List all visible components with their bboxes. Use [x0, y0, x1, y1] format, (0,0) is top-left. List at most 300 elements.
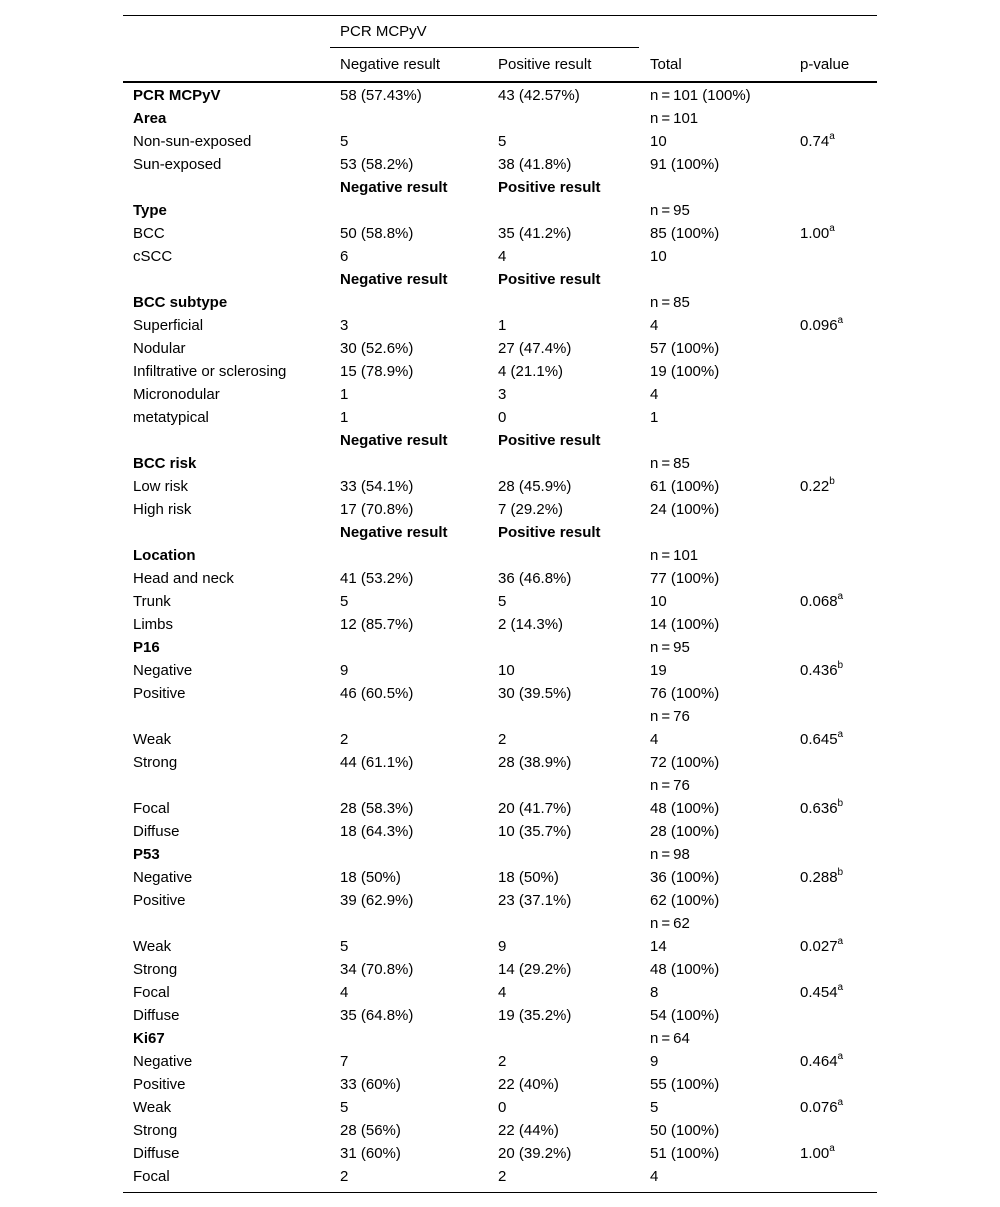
row-label [133, 659, 192, 682]
cell-positive-text: 30 (39.5%) [498, 685, 572, 702]
cell-negative-text: 12 (85.7%) [340, 616, 414, 633]
row-label [133, 728, 171, 751]
cell-negative-text: 35 (64.8%) [340, 1007, 414, 1024]
group-header-pcr-mcpyv: PCR MCPyV [340, 23, 427, 40]
cell-total-text: 9 [650, 1053, 659, 1070]
row-label-text: P16 [133, 639, 160, 656]
cell-total [650, 107, 698, 130]
cell-total [650, 1027, 690, 1050]
cell-total [650, 383, 658, 406]
cell-p-value-text: 0.74 [800, 133, 830, 150]
cell-negative-text: 5 [340, 938, 349, 955]
cell-p-value [800, 981, 843, 1004]
row-label [133, 866, 192, 889]
cell-positive [498, 1142, 571, 1165]
cell-total-text: n = 101 [650, 547, 699, 564]
cell-positive [498, 1096, 506, 1119]
cell-total [650, 222, 719, 245]
row-label [133, 107, 166, 130]
table-subheader-row [123, 429, 877, 452]
cell-total [650, 912, 690, 935]
cell-total-text: 51 (100%) [650, 1145, 720, 1162]
cell-negative [340, 751, 413, 774]
cell-positive-text: 10 [498, 662, 515, 679]
cell-total-text: n = 76 [650, 708, 690, 725]
cell-positive-text: 18 (50%) [498, 869, 559, 886]
cell-total [650, 820, 719, 843]
table-row [123, 912, 877, 935]
row-label [133, 820, 179, 843]
cell-negative [340, 153, 413, 176]
cell-total [650, 866, 719, 889]
cell-total [650, 682, 719, 705]
cell-p-value-text: 0.636 [800, 800, 838, 817]
row-label-text: cSCC [133, 248, 173, 265]
row-label-text: Sun-exposed [133, 156, 222, 173]
table-row [123, 567, 877, 590]
cell-negative-text: 44 (61.1%) [340, 754, 414, 771]
row-label [133, 613, 173, 636]
row-label-text: Focal [133, 800, 170, 817]
cell-total [650, 199, 690, 222]
row-label [133, 245, 172, 268]
cell-p-value [800, 475, 835, 498]
cell-negative [340, 866, 401, 889]
row-label-text: Focal [133, 984, 170, 1001]
cell-total [650, 1073, 719, 1096]
cell-negative-text: 4 [340, 984, 349, 1001]
cell-total [650, 1119, 719, 1142]
table-row [123, 1119, 877, 1142]
cell-positive [498, 820, 571, 843]
row-label [133, 337, 186, 360]
row-label-text: Positive [133, 892, 186, 909]
cell-negative [340, 1165, 348, 1188]
row-label-text: Non-sun-exposed [133, 133, 252, 150]
cell-positive [498, 590, 506, 613]
cell-total [650, 337, 719, 360]
row-label-text: BCC [133, 225, 165, 242]
p-value-footnote-marker: a [829, 131, 835, 142]
cell-p-value-text: 0.464 [800, 1053, 838, 1070]
cell-negative-text: Negative result [340, 524, 448, 541]
cell-negative-text: 46 (60.5%) [340, 685, 414, 702]
p-value-footnote-marker: a [837, 729, 844, 740]
cell-total-text: 10 [650, 133, 667, 150]
cell-negative-text: Negative result [340, 432, 448, 449]
table-section-row [123, 291, 877, 314]
cell-total [650, 475, 719, 498]
cell-total-text: 28 (100%) [650, 823, 720, 840]
cell-negative-text: 2 [340, 1168, 349, 1185]
p-value-footnote-marker: b [837, 867, 844, 878]
table-row [123, 889, 877, 912]
cell-positive-text: 3 [498, 386, 507, 403]
row-label [133, 1073, 186, 1096]
cell-total-text: n = 85 [650, 455, 690, 472]
header-negative-result: Negative result [340, 56, 441, 73]
cell-total [650, 153, 719, 176]
cell-negative-text: 28 (56%) [340, 1122, 401, 1139]
cell-negative-text: Negative result [340, 271, 448, 288]
p-value-footnote-marker: b [837, 798, 844, 809]
table-section-row [123, 843, 877, 866]
row-label [133, 981, 170, 1004]
cell-positive-text: 35 (41.2%) [498, 225, 572, 242]
p-value-footnote-marker: a [829, 1143, 835, 1154]
table-row [123, 1142, 877, 1165]
cell-positive-text: 38 (41.8%) [498, 156, 572, 173]
header-total: Total [650, 56, 682, 73]
cell-negative [340, 521, 448, 544]
cell-negative-text: 7 [340, 1053, 349, 1070]
row-label [133, 406, 209, 429]
cell-positive [498, 268, 601, 291]
row-label [133, 475, 188, 498]
cell-total [650, 360, 719, 383]
cell-negative [340, 475, 413, 498]
cell-total [650, 705, 690, 728]
cell-total [650, 130, 667, 153]
cell-total [650, 406, 658, 429]
cell-total-text: 36 (100%) [650, 869, 720, 886]
row-label-text: Positive [133, 1076, 186, 1093]
row-label [133, 682, 186, 705]
table-row [123, 797, 877, 820]
cell-total [650, 889, 719, 912]
cell-positive-text: 22 (40%) [498, 1076, 559, 1093]
cell-p-value-text: 0.076 [800, 1099, 838, 1116]
cell-total [650, 1142, 719, 1165]
cell-p-value [800, 1096, 843, 1119]
cell-negative [340, 935, 348, 958]
cell-total-text: n = 101 [650, 110, 699, 127]
cell-total-text: 85 (100%) [650, 225, 720, 242]
row-label-text: Negative [133, 869, 193, 886]
row-label [133, 1096, 171, 1119]
cell-positive-text: 28 (38.9%) [498, 754, 572, 771]
table-row [123, 314, 877, 337]
cell-positive [498, 1073, 559, 1096]
table-section-row [123, 452, 877, 475]
cell-total-text: 19 (100%) [650, 363, 720, 380]
cell-negative [340, 659, 348, 682]
cell-positive [498, 981, 506, 1004]
cell-positive-text: 5 [498, 593, 507, 610]
cell-total-text: n = 101 (100%) [650, 87, 751, 104]
cell-p-value-text: 0.22 [800, 478, 830, 495]
cell-negative-text: 39 (62.9%) [340, 892, 414, 909]
table-row [123, 935, 877, 958]
cell-positive-text: 20 (39.2%) [498, 1145, 572, 1162]
p-value-footnote-marker: b [837, 660, 844, 671]
cell-negative [340, 314, 348, 337]
table-row [123, 820, 877, 843]
cell-positive [498, 176, 601, 199]
cell-total-text: n = 95 [650, 639, 690, 656]
cell-positive-text: 4 [498, 984, 507, 1001]
cell-total [650, 1050, 658, 1073]
row-label [133, 751, 177, 774]
cell-total [650, 567, 719, 590]
cell-total-text: 57 (100%) [650, 340, 720, 357]
cell-p-value [800, 314, 843, 337]
cell-negative-text: 34 (70.8%) [340, 961, 414, 978]
cell-total [650, 958, 719, 981]
cell-positive [498, 383, 506, 406]
row-label [133, 360, 286, 383]
cell-total-text: 62 (100%) [650, 892, 720, 909]
table-subheader-row [123, 521, 877, 544]
cell-total-text: 77 (100%) [650, 570, 720, 587]
row-label [133, 498, 191, 521]
cell-negative [340, 797, 413, 820]
cell-negative [340, 130, 348, 153]
cell-negative [340, 406, 348, 429]
table-section-row [123, 636, 877, 659]
cell-total-text: 4 [650, 731, 659, 748]
cell-total-text: 10 [650, 593, 667, 610]
table-section-row [123, 107, 877, 130]
cell-total [650, 544, 698, 567]
p-value-footnote-marker: a [837, 315, 844, 326]
cell-positive-text: 43 (42.57%) [498, 87, 580, 104]
cell-negative [340, 1050, 348, 1073]
cell-positive [498, 521, 601, 544]
table-row [123, 981, 877, 1004]
row-label-text: Focal [133, 1168, 170, 1185]
row-label [133, 84, 221, 107]
row-label-text: Limbs [133, 616, 174, 633]
row-label-text: Positive [133, 685, 186, 702]
cell-negative [340, 383, 348, 406]
row-label [133, 1142, 179, 1165]
cell-total [650, 981, 658, 1004]
cell-total-text: 1 [650, 409, 659, 426]
cell-negative-text: 5 [340, 1099, 349, 1116]
cell-p-value-text: 0.645 [800, 731, 838, 748]
cell-positive [498, 1165, 506, 1188]
cell-negative [340, 567, 413, 590]
cell-positive [498, 889, 571, 912]
cell-negative-text: 1 [340, 409, 349, 426]
cell-positive-text: 4 (21.1%) [498, 363, 564, 380]
cell-negative-text: 58 (57.43%) [340, 87, 422, 104]
row-label [133, 958, 177, 981]
cell-negative [340, 498, 413, 521]
table-section-row [123, 199, 877, 222]
cell-p-value-text: 0.454 [800, 984, 838, 1001]
cell-negative-text: 3 [340, 317, 349, 334]
row-label [133, 636, 160, 659]
cell-positive [498, 935, 506, 958]
cell-p-value [800, 1050, 843, 1073]
cell-total [650, 636, 690, 659]
table-row [123, 958, 877, 981]
table-row [123, 751, 877, 774]
cell-total-text: 72 (100%) [650, 754, 720, 771]
cell-total-text: n = 64 [650, 1030, 690, 1047]
cell-negative [340, 613, 413, 636]
row-label-text: BCC risk [133, 455, 197, 472]
cell-p-value-text: 0.068 [800, 593, 838, 610]
cell-positive-text: 0 [498, 409, 507, 426]
cell-positive [498, 314, 506, 337]
table-row [123, 1004, 877, 1027]
cell-total-text: 14 [650, 938, 667, 955]
cell-total-text: 76 (100%) [650, 685, 720, 702]
cell-p-value [800, 728, 843, 751]
row-label-text: Negative [133, 662, 193, 679]
row-label-text: Infiltrative or sclerosing [133, 363, 287, 380]
cell-negative [340, 176, 448, 199]
row-label-text: Ki67 [133, 1030, 165, 1047]
cell-positive [498, 406, 506, 429]
row-label-text: PCR MCPyV [133, 87, 221, 104]
cell-total [650, 935, 667, 958]
row-label-text: High risk [133, 501, 192, 518]
row-label-text: Trunk [133, 593, 171, 610]
cell-negative-text: 33 (54.1%) [340, 478, 414, 495]
table-section-row [123, 1027, 877, 1050]
cell-p-value [800, 659, 843, 682]
p-value-footnote-marker: a [837, 936, 844, 947]
row-label-text: Superficial [133, 317, 204, 334]
cell-positive [498, 958, 571, 981]
table-row [123, 728, 877, 751]
cell-negative [340, 958, 413, 981]
cell-p-value [800, 222, 835, 245]
p-value-footnote-marker: a [829, 223, 835, 234]
cell-positive [498, 360, 563, 383]
cell-positive [498, 682, 571, 705]
cell-total [650, 728, 658, 751]
cell-negative [340, 1073, 401, 1096]
cell-negative-text: 9 [340, 662, 349, 679]
cell-negative-text: 30 (52.6%) [340, 340, 414, 357]
header-positive-result: Positive result [498, 56, 592, 73]
row-label [133, 797, 170, 820]
row-label-text: Low risk [133, 478, 189, 495]
table-row [123, 1073, 877, 1096]
row-label-text: P53 [133, 846, 160, 863]
cell-negative [340, 222, 413, 245]
row-label-text: Head and neck [133, 570, 234, 587]
cell-negative-text: 18 (64.3%) [340, 823, 414, 840]
table-section-row [123, 84, 877, 107]
row-label [133, 567, 234, 590]
cell-positive-text: Positive result [498, 524, 601, 541]
cell-total-text: n = 85 [650, 294, 690, 311]
cell-positive [498, 1119, 559, 1142]
row-label [133, 199, 167, 222]
p-value-footnote-marker: a [837, 1051, 844, 1062]
cell-positive [498, 84, 580, 107]
cell-total [650, 314, 658, 337]
cell-negative [340, 981, 348, 1004]
cell-positive [498, 728, 506, 751]
cell-total-text: 10 [650, 248, 667, 265]
row-label [133, 889, 186, 912]
cell-p-value-text: 0.288 [800, 869, 838, 886]
cell-total-text: n = 95 [650, 202, 690, 219]
row-label-text: Weak [133, 1099, 172, 1116]
cell-positive-text: Positive result [498, 271, 601, 288]
row-label-text: Nodular [133, 340, 186, 357]
cell-negative [340, 268, 448, 291]
cell-negative [340, 245, 348, 268]
cell-total-text: 14 (100%) [650, 616, 720, 633]
cell-total-text: n = 98 [650, 846, 690, 863]
cell-positive [498, 130, 506, 153]
table-body [123, 83, 877, 1188]
cell-negative [340, 1119, 401, 1142]
cell-p-value [800, 1142, 835, 1165]
cell-p-value-text: 0.027 [800, 938, 838, 955]
cell-positive-text: 2 [498, 1053, 507, 1070]
cell-total-text: 50 (100%) [650, 1122, 720, 1139]
header-p-value: p-value [800, 56, 850, 73]
cell-negative-text: 6 [340, 248, 349, 265]
cell-positive-text: 20 (41.7%) [498, 800, 572, 817]
cell-total [650, 452, 690, 475]
cell-total-text: 48 (100%) [650, 961, 720, 978]
cell-total-text: 54 (100%) [650, 1007, 720, 1024]
cell-negative [340, 590, 348, 613]
cell-negative-text: 5 [340, 593, 349, 610]
cell-positive-text: 23 (37.1%) [498, 892, 572, 909]
cell-positive-text: 14 (29.2%) [498, 961, 572, 978]
cell-total-text: n = 76 [650, 777, 690, 794]
cell-negative [340, 429, 448, 452]
row-label [133, 383, 220, 406]
cell-positive-text: 22 (44%) [498, 1122, 559, 1139]
row-label [133, 1119, 177, 1142]
cell-total-text: 91 (100%) [650, 156, 720, 173]
table-row [123, 406, 877, 429]
cell-total [650, 1004, 719, 1027]
cell-total-text: n = 62 [650, 915, 690, 932]
cell-negative [340, 337, 413, 360]
row-label-text: Strong [133, 1122, 178, 1139]
cell-total-text: 61 (100%) [650, 478, 720, 495]
table-bottom-rule [123, 1192, 877, 1193]
table-row [123, 360, 877, 383]
cell-positive [498, 1004, 571, 1027]
results-table [123, 15, 877, 1193]
cell-positive-text: 36 (46.8%) [498, 570, 572, 587]
cell-total-text: 8 [650, 984, 659, 1001]
table-row [123, 337, 877, 360]
cell-positive [498, 498, 563, 521]
cell-negative [340, 1142, 401, 1165]
cell-total-text: 24 (100%) [650, 501, 720, 518]
p-value-footnote-marker: a [837, 1097, 844, 1108]
cell-negative-text: 2 [340, 731, 349, 748]
cell-negative [340, 84, 422, 107]
cell-p-value-text: 1.00 [800, 1145, 830, 1162]
cell-positive [498, 567, 571, 590]
table-row [123, 1096, 877, 1119]
cell-negative-text: 41 (53.2%) [340, 570, 414, 587]
table-row [123, 705, 877, 728]
cell-total-text: 5 [650, 1099, 659, 1116]
cell-positive [498, 751, 571, 774]
cell-positive [498, 429, 601, 452]
cell-positive-text: 2 (14.3%) [498, 616, 564, 633]
cell-negative [340, 820, 413, 843]
row-label-text: Area [133, 110, 167, 127]
